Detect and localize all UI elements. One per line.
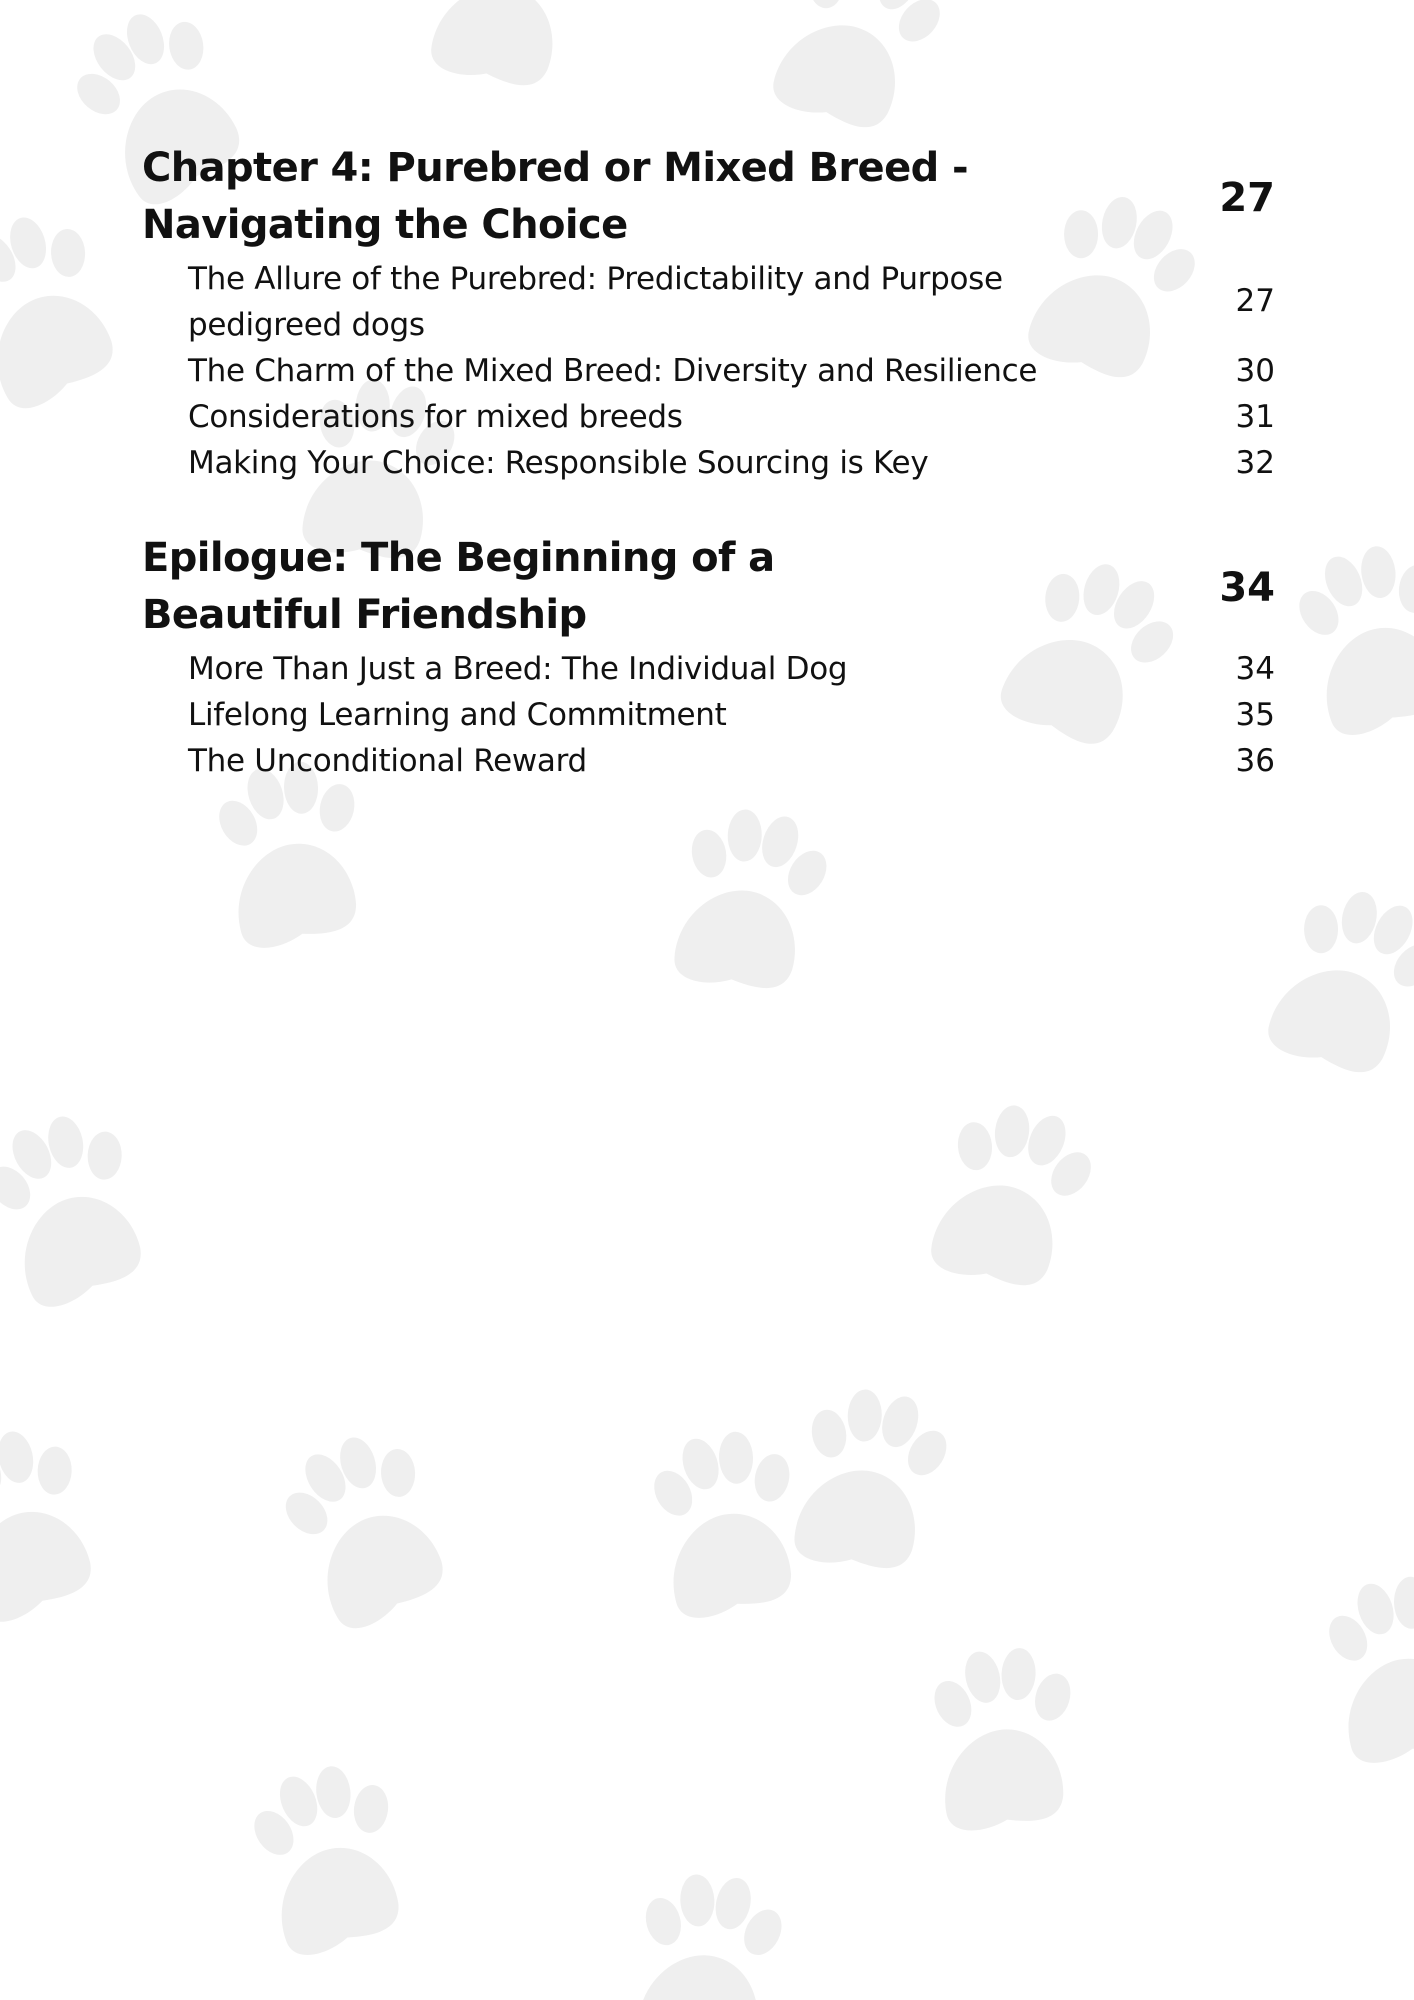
toc-entry[interactable] [188,692,1275,738]
toc-entry-page: 27 [1235,283,1275,319]
paw-print-icon [0,1096,171,1316]
toc-entry[interactable] [188,440,1275,486]
paw-print-icon [1315,1565,1414,1768]
paw-print-icon [640,1420,818,1623]
chapter-title[interactable]: Epilogue: The Beginning of a Beautiful Friendship [142,535,775,638]
toc-entry-label: The Unconditional Reward [188,743,587,779]
paw-print-icon [0,193,144,419]
toc-entry-label: More Than Just a Breed: The Individual Dog [188,651,848,687]
toc-entry-label: Making Your Choice: Responsible Sourcing is Key [188,445,929,481]
toc-entry-page: 36 [1235,743,1275,779]
paw-print-icon [924,1641,1088,1833]
paw-print-icon [237,1750,427,1962]
paw-print-icon [419,0,609,102]
toc-entry[interactable] [188,646,1275,692]
toc-entry-label: The Charm of the Mixed Breed: Diversity and Resilience [188,353,1038,389]
chapter-title[interactable]: Chapter 4: Purebred or Mixed Breed - Navigating the Choice [142,145,968,248]
toc-entry[interactable] [188,394,1275,440]
toc-entry-page: 30 [1235,353,1275,389]
chapter-page-number[interactable]: 34 [1219,565,1275,611]
paw-print-icon [263,1413,474,1639]
paw-print-icon [628,1868,792,2000]
paw-print-icon [919,1090,1109,1302]
toc-entry-page: 34 [1235,651,1275,687]
toc-entry-label: Considerations for mixed breeds [188,399,683,435]
toc-entry-page: 35 [1235,697,1275,733]
paw-print-icon [760,0,962,147]
paw-print-icon [1255,872,1414,1092]
toc-entry-label: Lifelong Learning and Commitment [188,697,727,733]
toc-entry-page: 31 [1235,399,1275,435]
paw-print-icon [663,798,841,1001]
toc-epilogue [140,530,1275,784]
toc-chapter-4 [140,140,1275,486]
toc-entry-page: 32 [1235,445,1275,481]
paw-print-icon [783,1378,961,1581]
toc-entry[interactable] [188,256,1275,348]
toc-entry[interactable] [188,738,1275,784]
paw-print-icon [0,1411,121,1631]
toc-entry[interactable] [188,348,1275,394]
paw-print-icon [1282,530,1414,742]
toc-entry-label: The Allure of the Purebred: Predictability and Purpose pedigreed dogs [188,261,1003,343]
chapter-page-number[interactable]: 27 [1219,175,1275,221]
